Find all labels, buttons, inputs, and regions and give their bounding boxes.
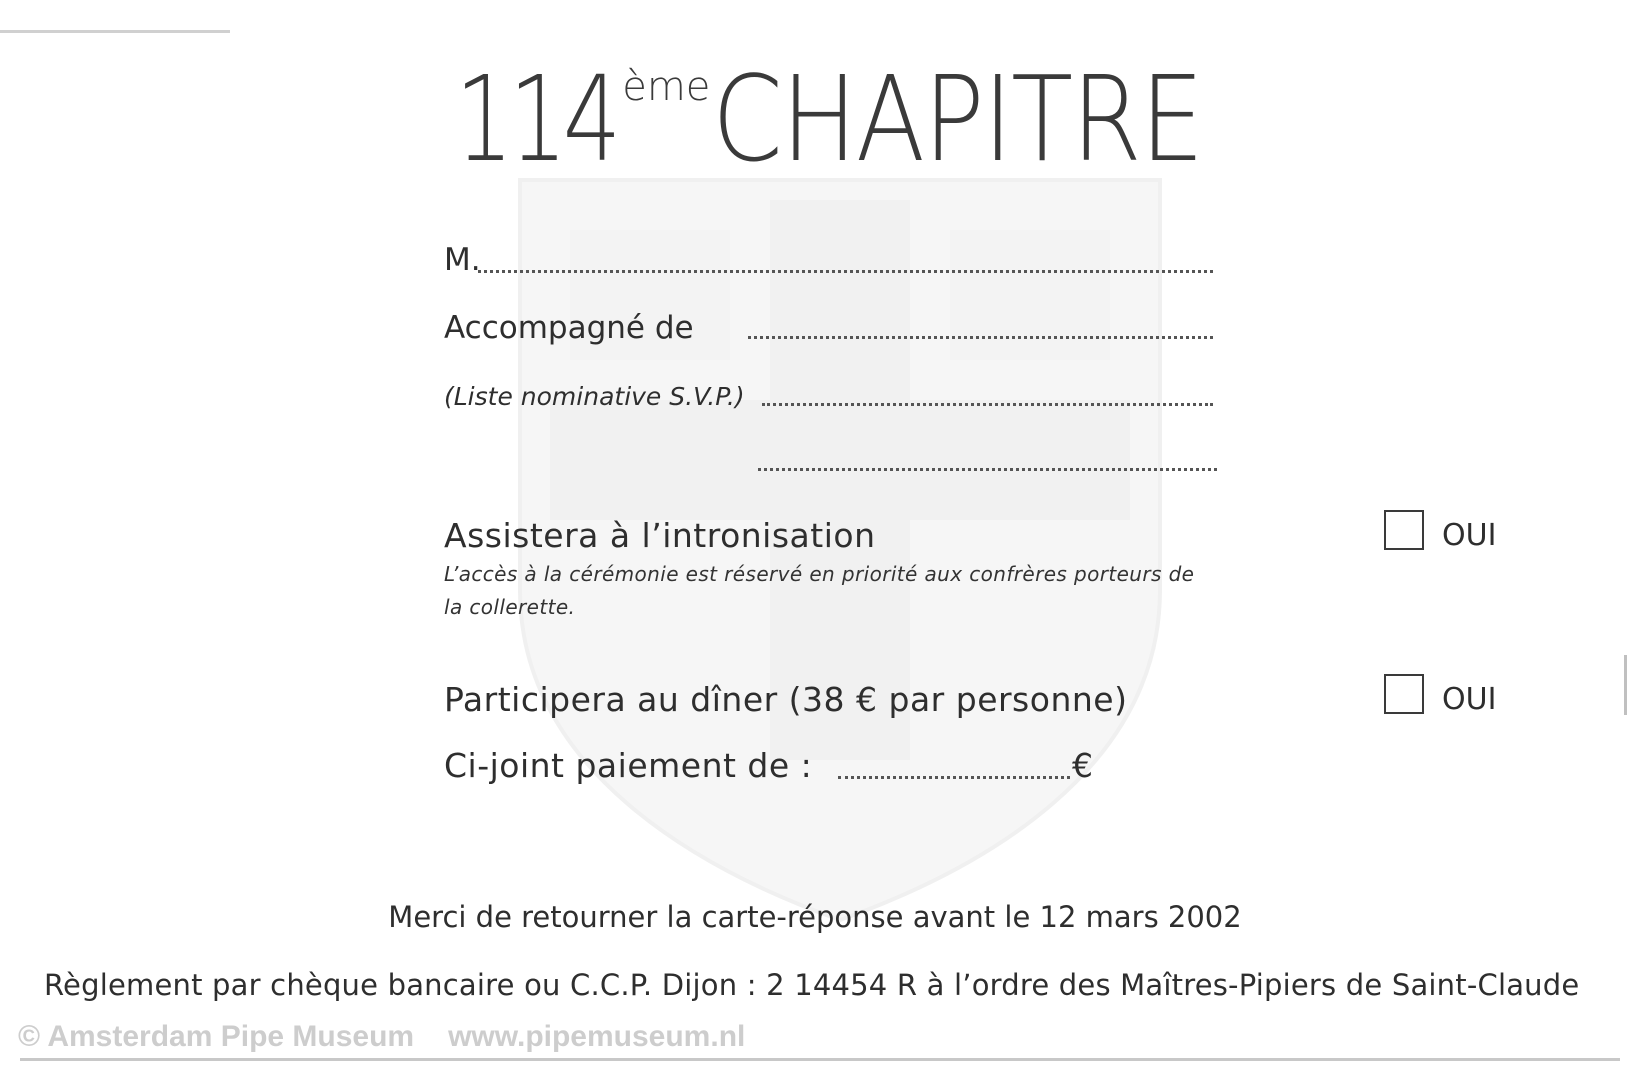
ceremony-label: Assistera à l’intronisation [444, 516, 876, 555]
ceremony-option-label: OUI [1442, 518, 1497, 553]
dinner-label: Participera au dîner (38 € par personne) [444, 680, 1128, 719]
title-word: CHAPITRE [712, 50, 1203, 188]
ceremony-checkbox[interactable] [1384, 510, 1424, 550]
name-field[interactable] [478, 270, 1213, 273]
watermark-url: www.pipemuseum.nl [448, 1020, 746, 1053]
scan-edge-right [1624, 655, 1627, 715]
scan-edge-top [0, 30, 230, 33]
watermark-copyright: © Amsterdam Pipe Museum [18, 1020, 415, 1053]
return-note: Merci de retourner la carte-réponse avant le 12 mars 2002 [388, 900, 1242, 934]
companion-label: Accompagné de [444, 310, 694, 346]
payment-label: Ci-joint paiement de : [444, 746, 813, 785]
ceremony-note: L’accès à la cérémonie est réservé en priorité aux confrères porteurs de la collerette. [444, 562, 1195, 619]
payment-amount-field[interactable] [838, 776, 1070, 779]
name-label: M. [444, 242, 481, 278]
companion-field[interactable] [748, 336, 1213, 339]
scan-edge-bottom [20, 1058, 1620, 1061]
companion-list-field-2[interactable] [758, 468, 1217, 471]
companion-list-field[interactable] [762, 403, 1213, 406]
dinner-option-label: OUI [1442, 682, 1497, 717]
list-note: (Liste nominative S.V.P.) [444, 382, 745, 411]
payment-currency: € [1072, 746, 1094, 785]
payment-instructions: Règlement par chèque bancaire ou C.C.P. Dijon : 2 14454 R à l’ordre des Maîtres-Pipiers de Saint-Claude [44, 968, 1580, 1002]
dinner-checkbox[interactable] [1384, 674, 1424, 714]
title-ordinal: ème [622, 64, 711, 110]
museum-watermark [18, 1020, 745, 1054]
page-title [455, 50, 1283, 190]
title-number: 114 [455, 50, 617, 188]
